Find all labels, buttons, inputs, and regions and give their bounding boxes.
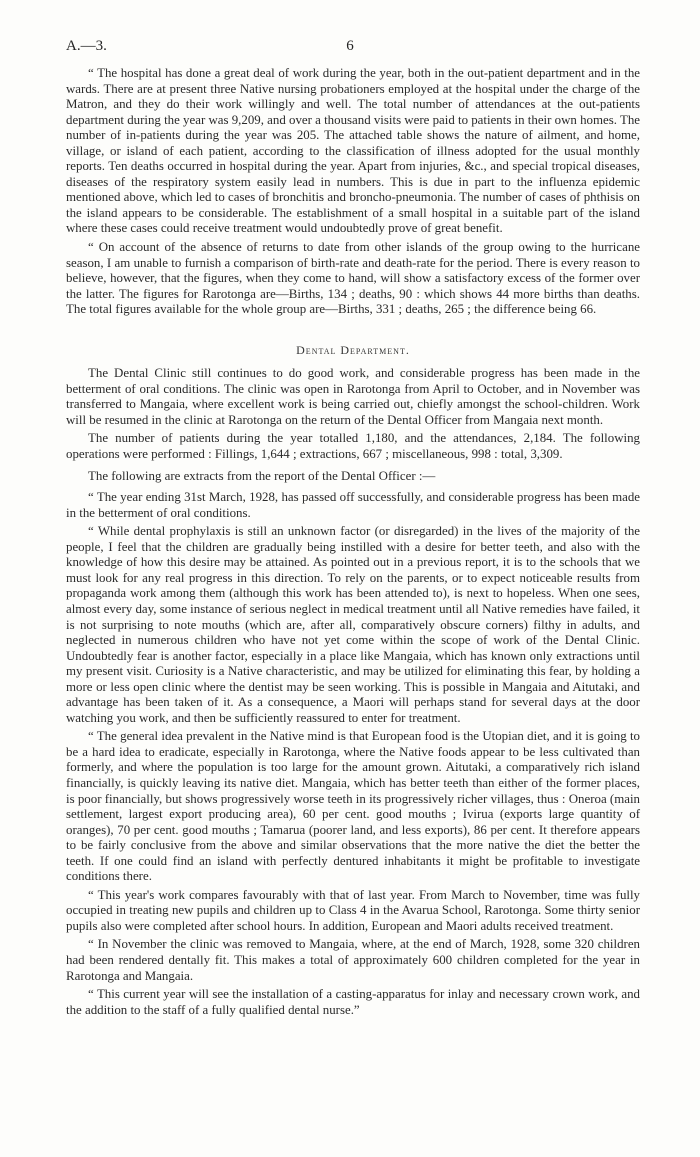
extract-mangaia-paragraph: “ In November the clinic was removed to Mangaia, where, at the end of March, 1928, some 320 children had been rendered dentally fit. This makes a total of approximately 600 children completed for the year in Rarotonga and Mangaia. <box>66 937 640 983</box>
extract-current-year-paragraph: “ This current year will see the installation of a casting-apparatus for inlay and necessary crown work, and the addition to the staff of a fully qualified dental nurse.” <box>66 987 640 1017</box>
dental-clinic-paragraph: The Dental Clinic still continues to do good work, and considerable progress has been made in the betterment of oral conditions. The clinic was open in Rarotonga from April to October, and in November was transferred to Mangaia, where excellent work is being carried out, chiefly amongst the school-children. Work will be resumed in the clinic at Rarotonga on the return of the Dental Officer from Mangaia next month. <box>66 366 640 427</box>
dental-statistics-paragraph: The number of patients during the year totalled 1,180, and the attendances, 2,184. The following operations were performed : Fillings, 1,644 ; extractions, 667 ; miscellaneous, 998 : total, 3,309. <box>66 431 640 462</box>
document-body <box>66 66 640 1018</box>
hospital-paragraph: “ The hospital has done a great deal of work during the year, both in the out-patient department and in the wards. There are at present three Native nursing probationers employed at the hospital under the charge of the Matron, and they do their work willingly and well. The total number of attendances at the out-patients department during the year was 9,209, and over a thousand visits were paid to patients in their own homes. The number of in-patients during the year was 205. The attached table shows the nature of ailment, and home, village, or island of each patient, according to the classification of illness adopted for the usual monthly reports. Ten deaths occurred in hospital during the year. Apart from injuries, &c., and special tropical diseases, diseases of the respiratory system easily lead in numbers. This is due in part to the influenza epidemic mentioned above, which led to cases of bronchitis and broncho-pneumonia. The number of cases of phthisis on the island appears to be considerable. The establishment of a small hospital in a suitable part of the island where these cases could receive treatment would undoubtedly prove of great benefit. <box>66 66 640 236</box>
page-number: 6 <box>346 38 354 54</box>
extract-prophylaxis-paragraph: “ While dental prophylaxis is still an unknown factor (or disregarded) in the lives of the majority of the people, I feel that the children are gradually being instilled with a desire for better teeth, and also with the knowledge of how this desire may be attained. As pointed out in a previous report, it is to the schools that we must look for any real progress in this direction. To rely on the parents, or to expect noticeable results from propaganda work among them (although this work has been attended to), is next to hopeless. When one sees, almost every day, some instance of serious neglect in medical treatment until all Native remedies have failed, it is not surprising to note mouths (which are, after all, comparatively obscure corners) filthy in adults, and neglected in numerous children who have not yet come within the scope of work of the Dental Clinic. Undoubtedly fear is another factor, especially in a place like Mangaia, which has known only extractions until my present visit. Curiosity is a Native characteristic, and may be utilized for eliminating this fear, by holding a more or less open clinic where the dentist may be seen working. This is possible in Mangaia and Aitutaki, and advantage has been taken of it. As a consequence, a Maori will perhaps stand for several days at the door watching you work, and then be sufficiently reassured to enter for treatment. <box>66 524 640 725</box>
extract-diet-paragraph: “ The general idea prevalent in the Native mind is that European food is the Utopian diet, and it is going to be a hard idea to eradicate, especially in Rarotonga, where the Native foods appear to be less cultivated than formerly, and where the population is too large for the amount grown. Aitutaki, a comparatively rich island financially, is quickly leaving its native diet. Mangaia, which has better teeth than either of the former places, is poor financially, but shows progressively worse teeth in its progressively richer villages, thus : Oneroa (main settlement, largest export producing area), 60 per cent. good mouths ; Ivirua (exports large quantity of oranges), 70 per cent. good mouths ; Tamarua (poorer land, and less exports), 86 per cent. It therefore appears to be fairly conclusive from the above and similar observations that the more native the diet the better the teeth. If one could find an island with perfectly dentured inhabitants it might be profitable to investigate conditions there. <box>66 729 640 884</box>
document-reference: A.—3. <box>66 38 107 54</box>
extract-work-paragraph: “ This year's work compares favourably with that of last year. From March to November, time was fully occupied in treating new pupils and children up to Class 4 in the Avarua School, Rarotonga. Some thirty senior pupils also were completed after school hours. In addition, European and Maori adults received treatment. <box>66 887 640 933</box>
extract-year-paragraph: “ The year ending 31st March, 1928, has passed off successfully, and considerable progress has been made in the betterment of oral conditions. <box>66 490 640 520</box>
section-heading: Dental Department. <box>296 342 410 357</box>
extracts-intro-paragraph: The following are extracts from the report of the Dental Officer :— <box>88 468 436 483</box>
birth-death-paragraph: “ On account of the absence of returns to date from other islands of the group owing to the hurricane season, I am unable to furnish a comparison of birth-rate and death-rate for the period. There is every reason to believe, however, that the figures, when they come to hand, will show a satisfactory excess of the former over the latter. The figures for Rarotonga are—Births, 134 ; deaths, 90 : which shows 44 more births than deaths. The total figures available for the whole group are—Births, 331 ; deaths, 265 ; the difference being 66. <box>66 240 640 317</box>
page-header <box>66 38 634 60</box>
